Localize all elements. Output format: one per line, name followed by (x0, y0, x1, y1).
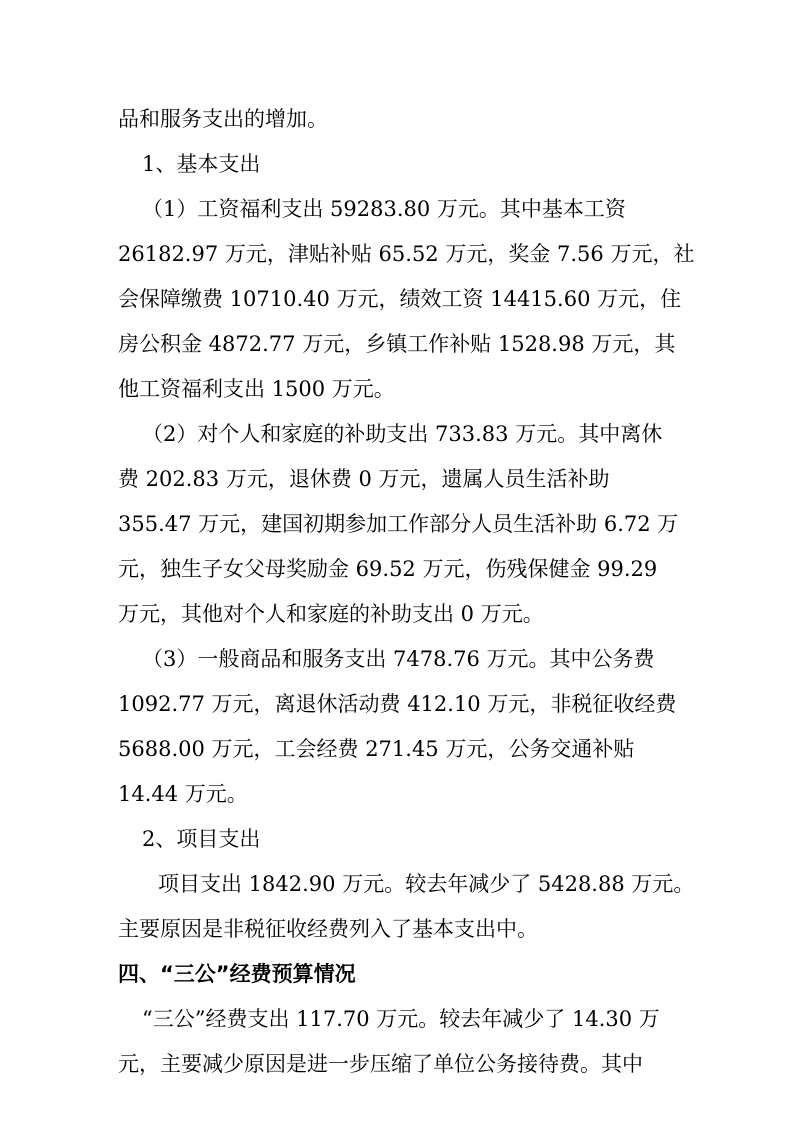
paragraph-line: 万元，其他对个人和家庭的补助支出 0 万元。 (118, 602, 544, 626)
paragraph-line: 会保障缴费 10710.40 万元，绩效工资 14415.60 万元，住 (118, 287, 682, 311)
paragraph-line: 355.47 万元，建国初期参加工作部分人员生活补助 6.72 万 (118, 512, 679, 536)
paragraph-line: 5688.00 万元，工会经费 271.45 万元，公务交通补贴 (118, 737, 635, 761)
paragraph-line: 房公积金 4872.77 万元，乡镇工作补贴 1528.98 万元，其 (118, 332, 676, 356)
paragraph-line: 品和服务支出的增加。 (118, 107, 328, 131)
section-heading-project-expenditure: 2、项目支出 (142, 827, 261, 851)
paragraph-line: 费 202.83 万元，退休费 0 万元，遗属人员生活补助 (118, 467, 610, 491)
section-heading-basic-expenditure: 1、基本支出 (142, 152, 261, 176)
paragraph-line: 1092.77 万元，离退休活动费 412.10 万元，非税征收经费 (118, 692, 677, 716)
paragraph-line: 项目支出 1842.90 万元。较去年减少了 5428.88 万元。 (158, 872, 695, 896)
paragraph-line: 元，主要减少原因是进一步压缩了单位公务接待费。其中 (118, 1052, 643, 1076)
paragraph-line: （2）对个人和家庭的补助支出 733.83 万元。其中离休 (142, 422, 663, 446)
paragraph-line: 他工资福利支出 1500 万元。 (118, 377, 395, 401)
paragraph-line: （1）工资福利支出 59283.80 万元。其中基本工资 (142, 197, 626, 221)
section-heading-three-public: 四、“三公”经费预算情况 (118, 962, 356, 986)
paragraph-line: 14.44 万元。 (118, 782, 248, 806)
paragraph-line: 主要原因是非税征收经费列入了基本支出中。 (118, 917, 538, 941)
paragraph-line: （3）一般商品和服务支出 7478.76 万元。其中公务费 (142, 647, 655, 671)
paragraph-line: “三公”经费支出 117.70 万元。较去年减少了 14.30 万 (142, 1007, 660, 1031)
paragraph-line: 26182.97 万元，津贴补贴 65.52 万元，奖金 7.56 万元，社 (118, 242, 695, 266)
paragraph-line: 元，独生子女父母奖励金 69.52 万元，伤残保健金 99.29 (118, 557, 658, 581)
